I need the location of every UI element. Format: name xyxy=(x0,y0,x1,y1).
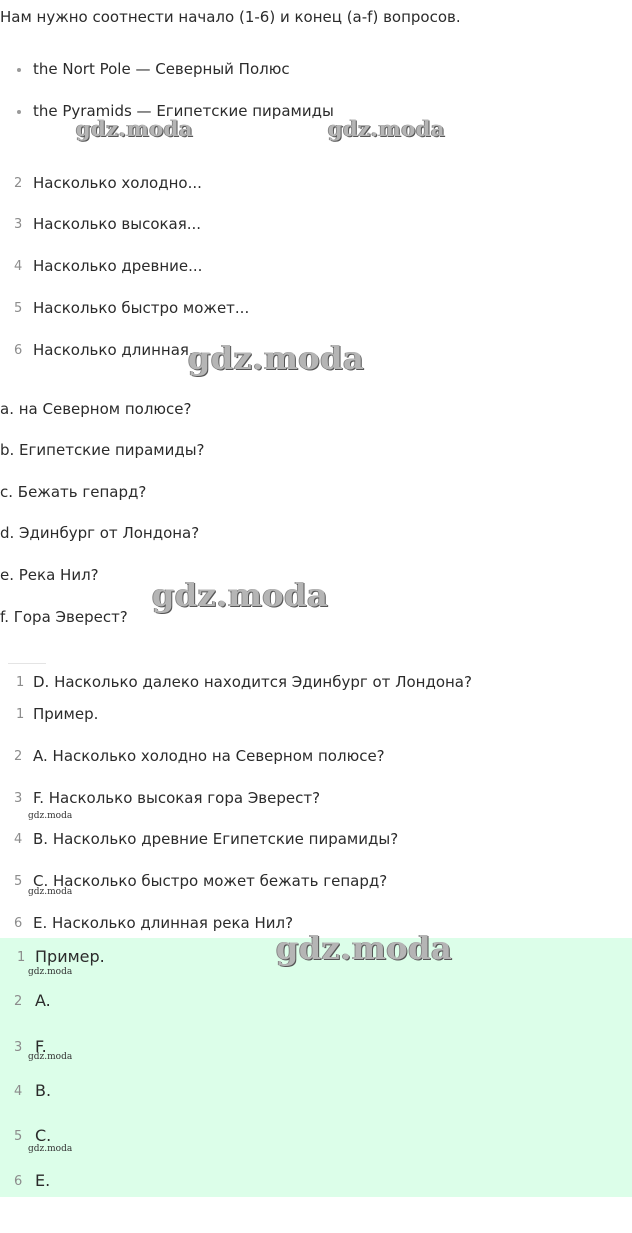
intro-text: Нам нужно соотнести начало (1-6) и конец (a-f) вопросов. xyxy=(0,8,461,26)
answer-item: Пример. xyxy=(33,705,99,723)
question-ending: d. Эдинбург от Лондона? xyxy=(0,524,200,542)
vocabulary-item: the Nort Pole — Северный Полюс xyxy=(33,60,290,78)
item-number: 6 xyxy=(14,1174,23,1189)
bullet-icon xyxy=(17,68,21,72)
answer-item: E. Насколько длинная река Нил? xyxy=(33,914,294,932)
question-beginning: Насколько длинная... xyxy=(33,341,204,359)
answer-highlight-block xyxy=(0,938,632,1197)
answer-item: D. Насколько далеко находится Эдинбург от Лондона? xyxy=(33,673,472,691)
short-answer: Пример. xyxy=(35,947,105,966)
item-number: 3 xyxy=(14,217,23,232)
question-ending: b. Египетские пирамиды? xyxy=(0,441,205,459)
question-ending: e. Река Нил? xyxy=(0,566,99,584)
watermark-small: gdz.moda xyxy=(28,887,73,897)
question-beginning: Насколько холодно... xyxy=(33,174,202,192)
short-answer: A. xyxy=(35,991,51,1010)
watermark-logo: gdz.moda xyxy=(76,116,194,141)
answer-item: C. Насколько быстро может бежать гепард? xyxy=(33,872,388,890)
watermark-logo: gdz.moda xyxy=(152,576,329,614)
question-beginning: Насколько древние... xyxy=(33,257,203,275)
watermark-small: gdz.moda xyxy=(28,1144,73,1154)
question-ending: c. Бежать гепард? xyxy=(0,483,147,501)
item-number: 2 xyxy=(14,749,23,764)
watermark-logo: gdz.moda xyxy=(328,116,446,141)
item-number: 4 xyxy=(14,1084,23,1099)
question-beginning: Насколько быстро может... xyxy=(33,299,250,317)
bullet-icon xyxy=(17,110,21,114)
short-answer: F. xyxy=(35,1037,47,1056)
item-number: 4 xyxy=(14,259,23,274)
answer-item: F. Насколько высокая гора Эверест? xyxy=(33,789,321,807)
answer-item: A. Насколько холодно на Северном полюсе? xyxy=(33,747,385,765)
vocabulary-item: the Pyramids — Египетские пирамиды xyxy=(33,102,334,120)
short-answer: C. xyxy=(35,1126,52,1145)
watermark-logo: gdz.moda xyxy=(188,339,365,377)
item-number: 4 xyxy=(14,832,23,847)
answer-item: B. Насколько древние Египетские пирамиды? xyxy=(33,830,399,848)
item-number: 1 xyxy=(17,950,26,965)
watermark-small: gdz.moda xyxy=(28,1052,73,1062)
watermark-logo: gdz.moda xyxy=(276,929,453,967)
item-number: 5 xyxy=(14,301,23,316)
item-number: 2 xyxy=(14,994,23,1009)
item-number: 6 xyxy=(14,343,23,358)
item-number: 2 xyxy=(14,176,23,191)
divider xyxy=(8,663,46,664)
short-answer: B. xyxy=(35,1081,52,1100)
item-number: 6 xyxy=(14,916,23,931)
watermark-small: gdz.moda xyxy=(28,811,73,821)
item-number: 1 xyxy=(16,675,25,690)
watermark-small: gdz.moda xyxy=(28,967,73,977)
item-number: 3 xyxy=(14,791,23,806)
short-answer: E. xyxy=(35,1171,51,1190)
item-number: 5 xyxy=(14,1129,23,1144)
question-beginning: Насколько высокая... xyxy=(33,215,202,233)
item-number: 3 xyxy=(14,1040,23,1055)
item-number: 1 xyxy=(16,707,25,722)
item-number: 5 xyxy=(14,874,23,889)
question-ending: a. на Северном полюсе? xyxy=(0,400,192,418)
question-ending: f. Гора Эверест? xyxy=(0,608,128,626)
